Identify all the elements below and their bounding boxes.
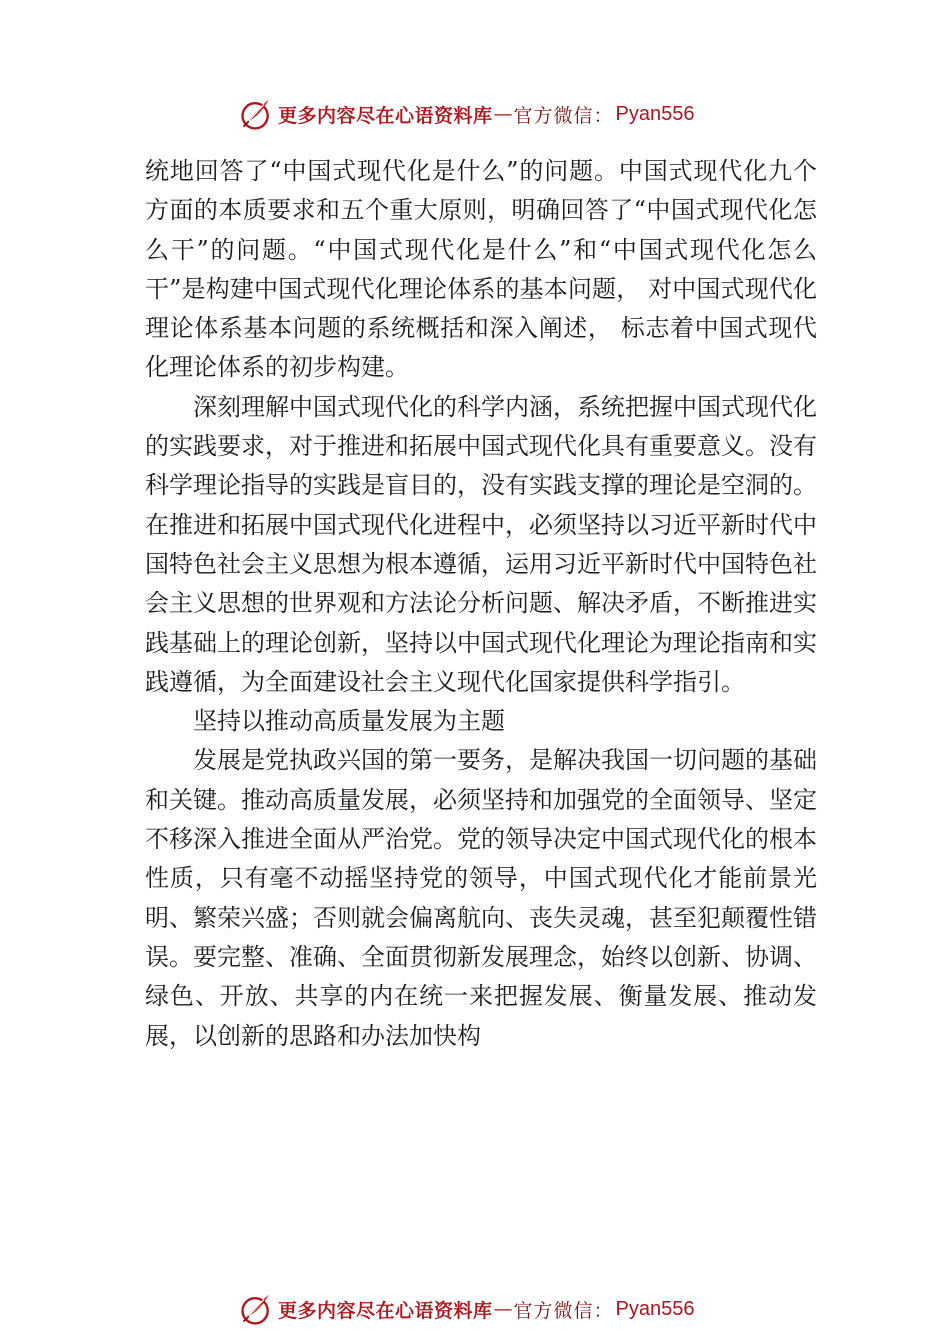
wechat-id: Pyan556 [615,102,695,125]
feather-quill-logo-icon [238,96,274,132]
wechat-label: 官方微信： [513,1299,614,1322]
banner-dash: — [493,1298,513,1320]
section-heading: 坚持以推动高质量发展为主题 [193,707,505,736]
paragraph: 深刻理解中国式现代化的科学内涵，系统把握中国式现代化的实践要求，对于推进和拓展中国式现代化具有重要意义。没有科学理论指导的实践是盲目的，没有实践支撑的理论是空洞的。在推进和拓展中国式现代化进程中，必须坚持以习近平新时代中国特色社会主义思想为根本遵循，运用习近平新时代中国特色社会主义思想的世界观和方法论分析问题、解决矛盾，不断推进实践基础上的理论创新，坚持以中国式现代化理论为理论指南和实践遵循，为全面建设社会主义现代化国家提供科学指引。 [145,392,817,696]
article-body [145,152,817,1056]
wechat-label: 官方微信： [513,104,614,127]
header-banner [238,94,695,134]
banner-text: 更多内容尽在心语资料库 [278,104,493,127]
banner-text: 更多内容尽在心语资料库 [278,1299,493,1322]
paragraph: 发展是党执政兴国的第一要务，是解决我国一切问题的基础和关键。推动高质量发展，必须坚持和加强党的全面领导、坚定不移深入推进全面从严治党。党的领导决定中国式现代化的根本性质，只有毫不动摇坚持党的领导，中国式现代化才能前景光明、繁荣兴盛；否则就会偏离航向、丧失灵魂，甚至犯颠覆性错误。要完整、准确、全面贯彻新发展理念，始终以创新、协调、绿色、开放、共享的内在统一来把握发展、衡量发展、推动发展，以创新的思路和办法加快构 [145,746,817,1050]
footer-banner [238,1289,695,1329]
paragraph-continuation: 统地回答了“中国式现代化是什么”的问题。中国式现代化九个方面的本质要求和五个重大原则，明确回答了“中国式现代化怎么干”的问题。“中国式现代化是什么”和“中国式现代化怎么干”是构建中国式现代化理论体系的基本问题， 对中国式现代化理论体系基本问题的系统概括和深入阐述， 标志着中国式现代化理论体系的初步构建。 [145,157,817,382]
wechat-id: Pyan556 [615,1297,695,1320]
banner-dash: — [493,103,513,125]
feather-quill-logo-icon [238,1291,274,1327]
